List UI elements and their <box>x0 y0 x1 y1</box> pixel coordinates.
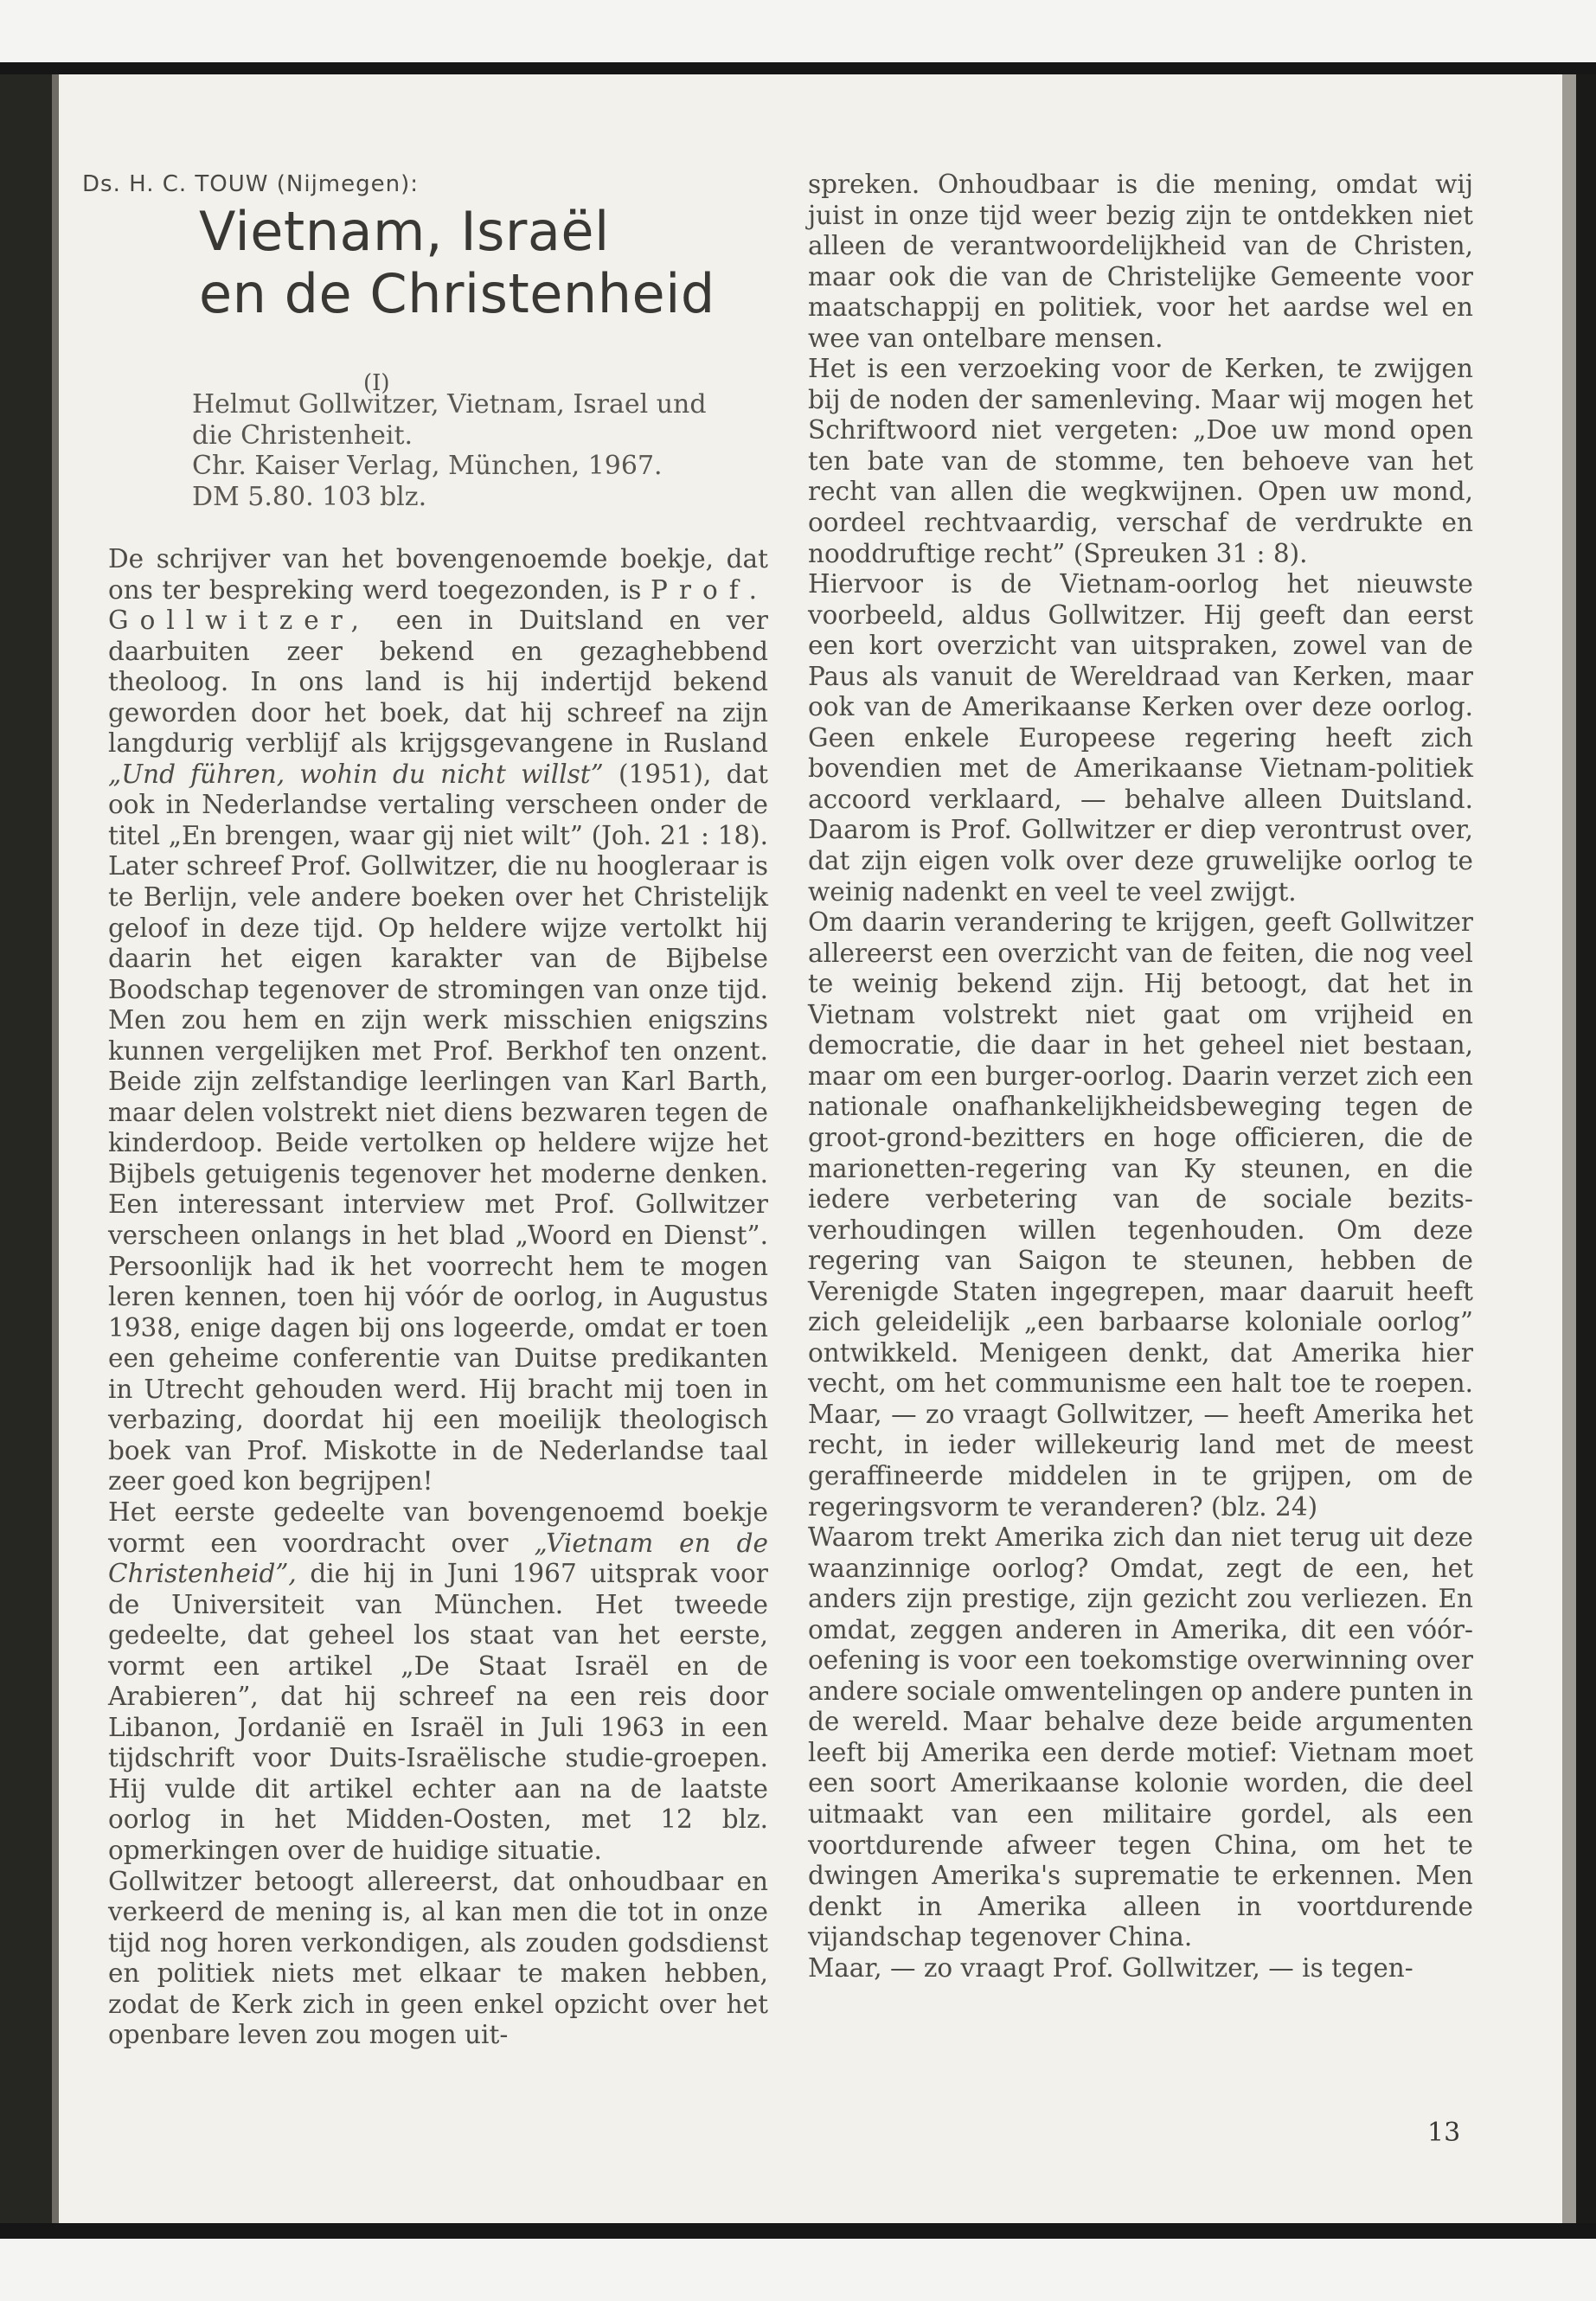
book-reference-line: DM 5.80. 103 blz. <box>192 481 427 512</box>
paragraph: Gollwitzer betoogt allereerst, dat onhoudbaar en verkeerd de mening is, al kan men die tot in onze tijd nog horen verkondigen, als zouden godsdienst en politiek niets met elkaar te maken hebben, zodat de Kerk zich in geen enkel opzicht over het openbare leven zou mogen uit- <box>108 1866 768 2050</box>
binding-edge <box>52 74 59 2259</box>
title-line-1: Vietnam, Israël <box>199 200 610 263</box>
lecture-title-italic: „Vietnam en de Christenheid”, <box>108 1528 768 1589</box>
paragraph: spreken. Onhoudbaar is die mening, omdat wij juist in onze tijd weer bezig zijn te ontdekken niet alleen de verantwoordelijkheid van de Christen, maar ook die van de Christelijke Gemeente voor maatschappij en politiek, voor het aardse wel en wee van ontelbare mensen. <box>808 170 1473 353</box>
left-column <box>108 544 768 2051</box>
scan-background-top <box>0 0 1596 62</box>
paragraph: Waarom trekt Amerika zich dan niet terug uit deze waanzinnige oorlog? Omdat, zegt de een, het anders zijn prestige, zijn gezicht zou verliezen. En omdat, zeggen anderen in Amerika, dit een vóór-oefening is voor een toekomstige overwinning over andere sociale omwentelingen op andere punten in de wereld. Maar behalve deze beide argumenten leeft bij Amerika een derde motief: Vietnam moet een soort Amerikaanse kolonie worden, die deel uitmaakt van een militaire gordel, als een voortdurende afweer tegen China, om het te dwingen Amerika's suprematie te erkennen. Men denkt in Amerika alleen in voortdurende vijandschap tegenover China. <box>808 1522 1473 1952</box>
top-border <box>0 62 1596 74</box>
text-run: De schrijver van het bovengenoemde boekje, dat ons ter bespreking werd toegezonden, is <box>108 544 768 605</box>
right-column <box>808 170 1473 1984</box>
part-number: (I) <box>363 370 390 396</box>
author-byline: Ds. H. C. TOUW (Nijmegen): <box>82 171 419 197</box>
book-binding <box>0 74 52 2259</box>
text-run: een in Duitsland en ver daarbuiten zeer bekend en gezaghebbend theoloog. In ons land is hij indertijd bekend geworden door het boek, dat hij schreef na zijn langdurig verblijf als krijgsgevangene in Rusland <box>108 606 768 759</box>
bottom-border <box>0 2223 1596 2239</box>
paragraph: Om daarin verandering te krijgen, geeft Gollwitzer allereerst een overzicht van de feiten, die nog veel te weinig bekend zijn. Hij betoogt, dat het in Vietnam volstrekt niet gaat om vrijheid en democratie, die daar in het geheel niet bestaan, maar om een burger-oorlog. Daarin verzet zich een nationale onafhankelijkheidsbeweging tegen de groot-grond-bezitters en hoge officieren, die de marionetten-regering van Ky steunen, en die iedere verbetering van de sociale bezits-verhoudingen willen tegenhouden. Om deze regering van Saigon te steunen, hebben de Verenigde Staten ingegrepen, maar daaruit heeft zich geleidelijk „een barbaarse koloniale oorlog” ontwikkeld. Menigeen denkt, dat Amerika hier vecht, om het communisme een halt toe te roepen. Maar, — zo vraagt Gollwitzer, — heeft Amerika het recht, in ieder willekeurig land met de meest geraffineerde middelen in te grijpen, om de regeringsvorm te veranderen? (blz. 24) <box>808 907 1473 1522</box>
paragraph: Maar, — zo vraagt Prof. Gollwitzer, — is tegen- <box>808 1952 1413 1983</box>
paragraph: Het is een verzoeking voor de Kerken, te zwijgen bij de noden der samenleving. Maar wij mogen het Schriftwoord niet vergeten: „Doe uw mond open ten bate van de stomme, ten behoeve van het recht van allen die wegkwijnen. Open uw mond, oordeel rechtvaardig, verschaf de verdrukte en nooddruftige recht” (Spreuken 31 : 8). <box>808 354 1473 568</box>
book-reference-line: Chr. Kaiser Verlag, München, 1967. <box>192 451 663 481</box>
page-edge-right <box>1562 74 1576 2259</box>
article-title <box>199 201 715 325</box>
book-title-italic: „Und führen, wohin du nicht willst” <box>108 759 604 789</box>
paragraph <box>108 1497 768 1867</box>
title-line-2: en de Christenheid <box>199 262 715 325</box>
scan-background-bottom <box>0 2239 1596 2301</box>
book-reference-line: die Christenheit. <box>192 420 413 451</box>
text-run: (1951), dat ook in Nederlandse vertaling verscheen onder de titel „En brengen, waar gij niet wilt” (Joh. 21 : 18). Later schreef Prof. Gollwitzer, die nu hoogleraar is te Berlijn, vele andere boeken over het Christelijk geloof in deze tijd. Op heldere wijze vertolkt hij daarin het eigen karakter van de Bijbelse Boodschap tegenover de stromingen van onze tijd. Men zou hem en zijn werk misschien enigszins kunnen vergelijken met Prof. Berkhof ten onzent. Beide zijn zelfstandige leerlingen van Karl Barth, maar delen volstrekt niet diens bezwaren tegen de kinderdoop. Beide vertolken op heldere wijze het Bijbels getuigenis tegenover het moderne denken. Een interessant interview met Prof. Gollwitzer verscheen onlangs in het blad „Woord en Dienst”. Persoonlijk had ik het voorrecht hem te mogen leren kennen, toen hij vóór de oorlog, in Augustus 1938, enige dagen bij ons logeerde, omdat er toen een geheime conferentie van Duitse predikanten in Utrecht gehouden werd. Hij bracht mij toen in verbazing, doordat hij een moeilijk theologisch boek van Prof. Miskotte in de Nederlandse taal zeer goed kon begrijpen! <box>108 759 768 1497</box>
page-number: 13 <box>1427 2118 1461 2148</box>
paragraph <box>108 544 768 1497</box>
spaced-name: Prof. Gollwitzer, <box>108 574 768 636</box>
book-reference <box>192 389 780 512</box>
text-run: Het eerste gedeelte van bovengenoemd boekje vormt een voordracht over <box>108 1497 768 1558</box>
paragraph: Hiervoor is de Vietnam-oorlog het nieuwste voorbeeld, aldus Gollwitzer. Hij geeft dan eerst een kort overzicht van uitspraken, zowel van de Paus als vanuit de Wereldraad van Kerken, maar ook van de Amerikaanse Kerken over deze oorlog. Geen enkele Europeese regering heeft zich bovendien met de Amerikaanse Vietnam-politiek accoord verklaard, — behalve alleen Duitsland. Daarom is Prof. Gollwitzer er diep verontrust over, dat zijn eigen volk over deze gruwelijke oorlog te weinig nadenkt en veel te veel zwijgt. <box>808 569 1473 907</box>
book-reference-line: Helmut Gollwitzer, Vietnam, Israel und <box>192 389 707 420</box>
right-border <box>1576 74 1596 2259</box>
text-run: die hij in Juni 1967 uitsprak voor de Universiteit van München. Het tweede gedeelte, dat geheel los staat van het eerste, vormt een artikel „De Staat Israël en de Arabieren”, dat hij schreef na een reis door Libanon, Jordanië en Israël in Juli 1963 in een tijdschrift voor Duits-Israëlische studie-groepen. Hij vulde dit artikel echter aan na de laatste oorlog in het Midden-Oosten, met 12 blz. opmerkingen over de huidige situatie. <box>108 1559 768 1865</box>
